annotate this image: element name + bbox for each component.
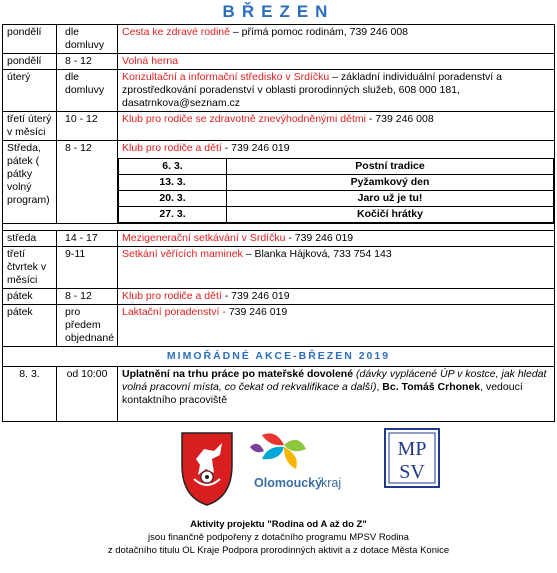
mpsv-text-2: SV [399,461,425,483]
special-speaker: Bc. Tomáš Crhonek [382,381,481,393]
activity-detail: – Blanka Hájková, 733 754 143 [242,248,392,260]
activity-detail: – základní individuální poradenství a zprostředkování poradenství v oblasti prorodinných služeb, 608 000 181, dasatrnkova@seznam.cz [122,71,502,109]
activity-name: Cesta ke zdravé rodině [122,26,230,38]
table-row [3,305,555,347]
activity-cell [118,70,555,112]
table-row [3,25,555,54]
mpsv-logo [385,429,439,487]
activity-name: Konzultační a informační středisko v Srdíčku [122,71,330,83]
konice-coat-of-arms-logo [182,433,232,505]
activity-cell [118,289,555,305]
footer-line-2: jsou finančně podpořeny z dotačního programu MPSV Rodina [148,532,409,543]
activity-cell [118,112,555,141]
time-cell: pro předem objednané [57,305,118,347]
special-events-banner: MIMOŘÁDNÉ AKCE-BŘEZEN 2019 [3,347,555,367]
activity-cell [118,141,555,224]
special-event-row [3,367,555,422]
activity-name: Klub pro rodiče se zdravotně znevýhodněnými dětmi [122,113,366,125]
activity-detail: - 739 246 019 [221,142,290,154]
kraj-text: kraj [321,476,342,490]
olomoucky-text: Olomoucký [254,476,323,490]
day-cell: úterý [3,70,57,112]
activity-cell [118,305,555,347]
spacer-row [3,224,555,231]
day-cell: středa [3,231,57,247]
footer-line-3: z dotačního titulu OL Kraje Podpora prorodinných aktivit a z dotace Města Konice [107,545,450,556]
activity-detail: - 739 246 019 [221,290,290,302]
mpsv-text-1: MP [397,438,427,460]
footer [0,518,557,557]
day-cell: Středa, pátek ( pátky volný program) [3,141,57,224]
time-cell: 9-11 [57,247,118,289]
activity-name: Setkání věřících maminek [122,248,243,260]
time-cell: dle domluvy [57,70,118,112]
activity-cell [118,25,555,54]
table-row [3,141,555,224]
olomoucky-kraj-logo [250,433,341,490]
day-cell: třetí čtvrtek v měsíci [3,247,57,289]
event-name: Pyžamkový den [227,175,554,191]
activity-detail: – přímá pomoc rodinám, 739 246 008 [229,26,409,38]
table-row [3,112,555,141]
event-date: 20. 3. [119,191,227,207]
special-time: od 10:00 [57,367,118,422]
table-row [3,289,555,305]
page-title: BŘEZEN [222,2,335,21]
day-cell: pátek [3,289,57,305]
event-name: Kočičí hrátky [227,207,554,223]
event-name: Jaro už je tu! [227,191,554,207]
logos-row [0,425,557,515]
special-details: (dávky vyplácené ÚP v kostce, jak hledat volná pracovní místa, co čekat od rekvalifikace a další) [122,368,547,393]
event-row [119,159,554,175]
banner-row [3,347,555,367]
table-row [3,70,555,112]
activity-cell [118,247,555,289]
spacer-cell [3,224,555,231]
event-name: Postní tradice [227,159,554,175]
activity-name: Klub pro rodiče a dětí [122,142,222,154]
time-cell: 8 - 12 [57,54,118,70]
event-row [119,191,554,207]
event-date: 6. 3. [119,159,227,175]
special-speaker-role: , vedoucí kontaktního pracoviště [122,381,523,406]
activity-detail: - 739 246 008 [365,113,434,125]
day-cell: pátek [3,305,57,347]
special-date: 8. 3. [3,367,57,422]
time-cell: 10 - 12 [57,112,118,141]
activity-cell [118,54,555,70]
time-cell: dle domluvy [57,25,118,54]
logos-svg [0,425,557,515]
event-row [119,175,554,191]
time-cell: 8 - 12 [57,289,118,305]
day-cell: pondělí [3,25,57,54]
special-title: Uplatnění na trhu práce po mateřské dovolené [122,368,354,380]
events-table [118,158,554,223]
activity-name: Volná herna [122,55,179,67]
schedule-table [2,24,555,422]
activity-detail: 739 246 019 [225,306,288,318]
day-cell: pondělí [3,54,57,70]
event-row [119,207,554,223]
footer-line-1: Aktivity projektu "Rodina od A až do Z" [190,519,367,530]
activity-cell [118,231,555,247]
activity-name: Laktační poradenství - [122,306,226,318]
special-description [118,367,555,422]
event-date: 27. 3. [119,207,227,223]
table-row [3,247,555,289]
activity-name: Mezigenerační setkávání v Srdíčku [122,232,286,244]
time-cell: 8 - 12 [57,141,118,224]
special-sep: , [376,381,383,393]
table-row [3,231,555,247]
time-cell: 14 - 17 [57,231,118,247]
activity-name: Klub pro rodiče a dětí [122,290,222,302]
event-date: 13. 3. [119,175,227,191]
activity-detail: - 739 246 019 [285,232,354,244]
table-row [3,54,555,70]
day-cell: třetí úterý v měsíci [3,112,57,141]
